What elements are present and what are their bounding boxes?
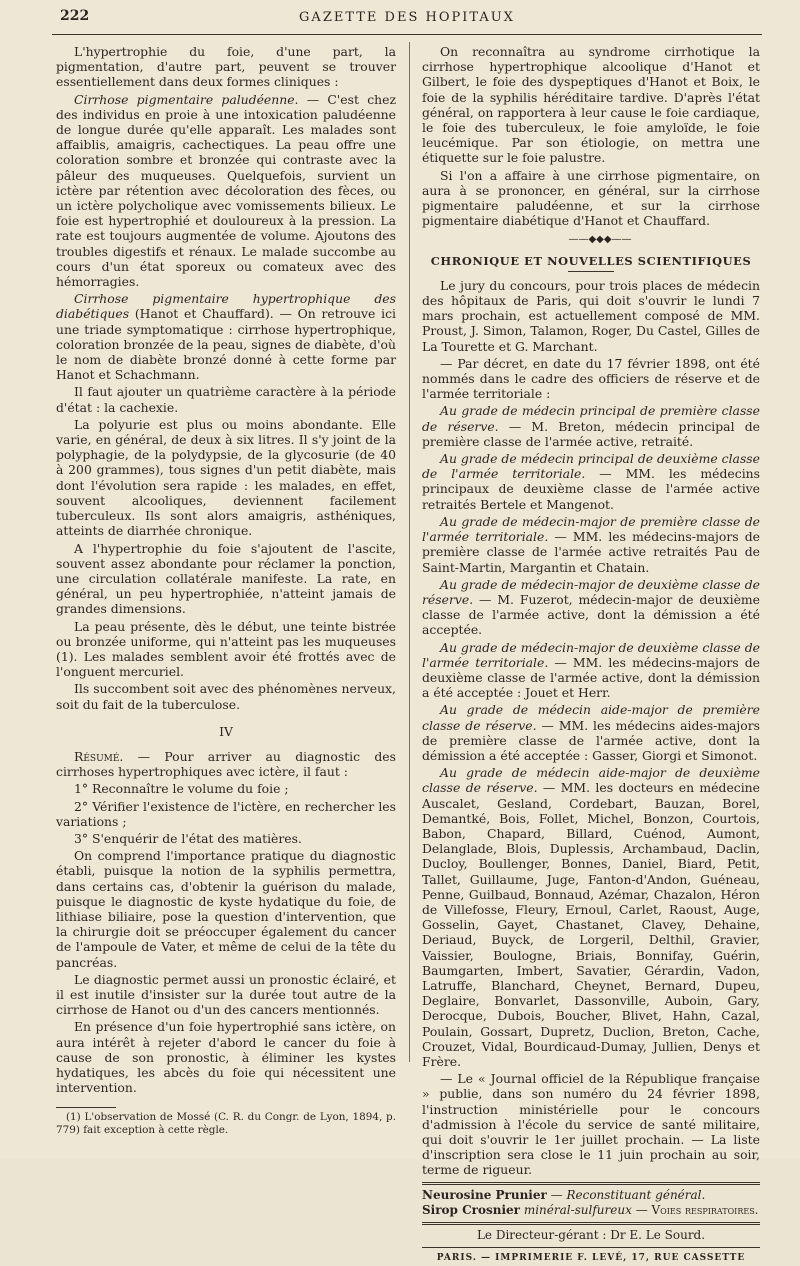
list-item: 1° Reconnaître le volume du foie ; xyxy=(74,781,289,797)
page-number: 222 xyxy=(60,8,90,24)
subheading: Cirrhose pigmentaire hypertrophique des diabétiques xyxy=(56,291,396,322)
imprint: PARIS. — IMPRIMERIE F. LEVÉ, 17, RUE CASSETTE xyxy=(436,1253,746,1264)
header-rule xyxy=(52,34,762,35)
footnote: (1) L'observation de Mossé (C. R. du Congr. de Lyon, 1894, p. 779) fait exception à cette règle. xyxy=(56,1111,396,1136)
paragraph: Cirrhose pigmentaire hypertrophique des diabétiques (Hanot et Chauffard). — On retrouve ici une triade symptomatique : cirrhose hypertrophique, coloration bronzée de la peau, signes de diabète, d'où le nom de diabète bronzé donné à cette forme par Hanot et Schachmann. xyxy=(56,291,396,383)
footnote-rule xyxy=(56,1107,116,1108)
resume-lead: Résumé. xyxy=(74,748,124,764)
paragraph: Cirrhose pigmentaire paludéenne. — C'est chez des individus en proie à une intoxication paludéenne de longue durée qu'elle apparaît. Les malades sont affaiblis, amaigris, cachectiques. La peau offre une coloration sombre et bronzée qui contraste avec la pâleur des muqueuses. Quelquefois, survient un ictère par rétention avec décoloration des fèces, ou un ictère polycholique avec vomissements bilieux. Le foie est hypertrophié et douloureux à la pression. La rate est toujours augmentée de volume. Ajoutons des troubles digestifs et rénaux. Le malade succombe au cours d'un état sporeux ou comateux avec des hémorragies. xyxy=(56,91,396,290)
page-header xyxy=(52,8,762,34)
section-number: IV xyxy=(219,723,233,739)
grade-entry: Au grade de médecin principal de première classe de réserve. — M. Breton, médecin principal de première classe de l'armée active, retraité. xyxy=(422,403,760,449)
grade-entry: Au grade de médecin aide-major de deuxième classe de réserve. — MM. les docteurs en médecine Auscalet, Gesland, Cordebart, Bauzan, Borel, Demantké, Bois, Follet, Michel, Bonzon, Courtois, Babon, Chapard, Billard, Cuénod, Aumont, Delanglade, Blois, Duplessis, Archambaud, Daclin, Ducloy, Boullenger, Bonnes, Daniel, Biard, Petit, Tallet, Guillaume, Juge, Fanton-d'Andon, Guéneau, Penne, Guilbaud, Bonnaud, Azémar, Chazalon, Héron de Villefosse, Fleury, Ernoul, Carlet, Raoust, Auge, Gosselin, Gayet, Chastanet, Clavey, Dehaine, Deriaud, Buyck, de Lorgeril, Delthil, Gravier, Vaissier, Boulogne, Briais, Bonnifay, Guérin, Baumgarten, Imbert, Savatier, Gérardin, Vadon, Latruffe, Blanchard, Cheynet, Bernard, Dupeu, Deglaire, Bonvarlet, Dassonville, Auboin, Gary, Derocque, Dubois, Boucher, Blivet, Hahn, Cazal, Poulain, Gossart, Dupretz, Duclion, Breton, Cache, Crouzet, Vidal, Bourdicaud-Dumay, Jullien, Denys et Frère. xyxy=(422,765,760,1069)
news-item: Le jury du concours, pour trois places de médecin des hôpitaux de Paris, qui doit s'ouvrir le lundi 7 mars prochain, est actuellement composé de MM. Proust, J. Simon, Talamon, Roger, Du Castel, Gilles de La Tourette et G. Marchant. xyxy=(422,277,760,354)
running-head: GAZETTE DES HOPITAUX xyxy=(299,10,515,25)
left-column xyxy=(56,44,396,1136)
paragraph: Il faut ajouter un quatrième caractère à la période d'état : la cachexie. xyxy=(56,384,396,415)
paragraph: A l'hypertrophie du foie s'ajoutent de l'ascite, souvent assez abondante pour réclamer la ponction, une circulation collatérale manifeste. La rate, en général, un peu hypertrophiée, n'atteint jamais de grandes dimensions. xyxy=(56,540,396,617)
separator-ornament: ——◆◆◆—— xyxy=(568,234,632,246)
grade-entry: Au grade de médecin-major de deuxième classe de l'armée territoriale. — MM. les médecins-majors de deuxième classe de l'armée active, dont la démission a été acceptée : Jouet et Herr. xyxy=(422,639,760,701)
signature: Le Directeur-gérant : Dr E. Le Sourd. xyxy=(476,1228,706,1243)
news-item: — Par décret, en date du 17 février 1898, ont été nommés dans le cadre des officiers de réserve et de l'armée territoriale : xyxy=(422,355,760,402)
paragraph: On reconnaîtra au syndrome cirrhotique la cirrhose hypertrophique alcoolique d'Hanot et Gilbert, le foie des dyspeptiques d'Hanot et Boix, le foie de la syphilis héréditaire tardive. D'après l'état général, on rapportera à leur cause le foie cardiaque, le foie des tuberculeux, le foie amyloïde, le foie leucémique. Par son étiologie, on mettra une étiquette sur le foie palustre. xyxy=(422,44,760,166)
advertisement: Neurosine Prunier — Reconstituant général. xyxy=(422,1187,706,1202)
grade-entry: Au grade de médecin principal de deuxième classe de l'armée territoriale. — MM. les médecins principaux de deuxième classe de l'armée active retraités Bertele et Mangenot. xyxy=(422,451,761,512)
ad-rule xyxy=(422,1182,760,1185)
right-column xyxy=(422,44,761,1264)
subheading: Cirrhose pigmentaire paludéenne. xyxy=(74,91,299,107)
paragraph: Ils succombent soit avec des phénomènes nerveux, soit du fait de la tuberculose. xyxy=(56,681,396,712)
rubric-rule xyxy=(568,271,614,272)
paragraph: La peau présente, dès le début, une teinte bistrée ou bronzée uniforme, qui n'atteint pas les muqueuses (1). Les malades semblent avoir été frottés avec de l'onguent mercuriel. xyxy=(56,618,396,680)
grade-entry: Au grade de médecin-major de deuxième classe de réserve. — M. Fuzerot, médecin-major de deuxième classe de l'armée active, dont la démission a été acceptée. xyxy=(422,576,760,638)
ad-rule xyxy=(422,1222,760,1225)
list-item: 2° Vérifier l'existence de l'ictère, en rechercher les variations ; xyxy=(56,798,396,829)
rubric-title: CHRONIQUE ET NOUVELLES SCIENTIFIQUES xyxy=(430,253,752,268)
grade-entry: Au grade de médecin-major de première classe de l'armée territoriale. — MM. les médecins-majors de première classe de l'armée active retraités Pau de Saint-Martin, Margantin et Chatain. xyxy=(422,513,760,575)
paragraph: Si l'on a affaire à une cirrhose pigmentaire, on aura à se prononcer, en général, sur la cirrhose pigmentaire paludéenne, et sur la cirrhose pigmentaire diabétique d'Hanot et Chauffard. xyxy=(422,167,760,229)
paragraph: Le diagnostic permet aussi un pronostic éclairé, et il est inutile d'insister sur la durée tout autre de la cirrhose de Hanot ou d'un des cancers mentionnés. xyxy=(56,971,396,1018)
list-item: 3° S'enquérir de l'état des matières. xyxy=(74,830,302,846)
paragraph: La polyurie est plus ou moins abondante. Elle varie, en général, de deux à six litres. Il s'y joint de la polyphagie, de la polydypsie, de la glycosurie (de 40 à 200 grammes), tous signes d'un petit diabète, mais dont l'évolution sera rapide : les malades, en effet, souvent alcooliques, deviennent facilement tuberculeux. Ils sont alors amaigris, asthéniques, atteints de diarrhée chronique. xyxy=(56,416,396,539)
column-divider xyxy=(409,42,410,1062)
imprint-rule xyxy=(422,1247,760,1248)
paragraph: Résumé. — Pour arriver au diagnostic des cirrhoses hypertrophiques avec ictère, il faut : xyxy=(56,748,396,780)
paragraph: En présence d'un foie hypertrophié sans ictère, on aura intérêt à rejeter d'abord le cancer du foie à cause de son pronostic, à éliminer les kystes hydatiques, les abcès du foie qui nécessitent une intervention. xyxy=(56,1019,396,1096)
paragraph: On comprend l'importance pratique du diagnostic établi, puisque la notion de la syphilis permettra, dans certains cas, d'obtenir la guérison du malade, puisque le diagnostic de kyste hydatique du foie, de lithiase biliaire, pose la question d'intervention, que la chirurgie doit se préoccuper également du cancer de l'ampoule de Vater, et même de celui de la tête du pancréas. xyxy=(56,848,396,970)
paragraph: L'hypertrophie du foie, d'une part, la pigmentation, d'autre part, peuvent se trouver essentiellement dans deux formes cliniques : xyxy=(56,44,396,90)
advertisement: Sirop Crosnier minéral-sulfureux — Voies respiratoires. xyxy=(422,1202,759,1217)
grade-entry: Au grade de médecin aide-major de première classe de réserve. — MM. les médecins aides-majors de première classe de l'armée active, dont la démission a été acceptée : Gasser, Giorgi et Simonot. xyxy=(422,702,761,763)
news-item: — Le « Journal officiel de la République française » publie, dans son numéro du 24 février 1898, l'instruction ministérielle pour le concours d'admission à l'école du service de santé militaire, qui doit s'ouvrir le 1er juillet prochain. — La liste d'inscription sera close le 11 juin prochain au soir, terme de rigueur. xyxy=(422,1071,760,1178)
